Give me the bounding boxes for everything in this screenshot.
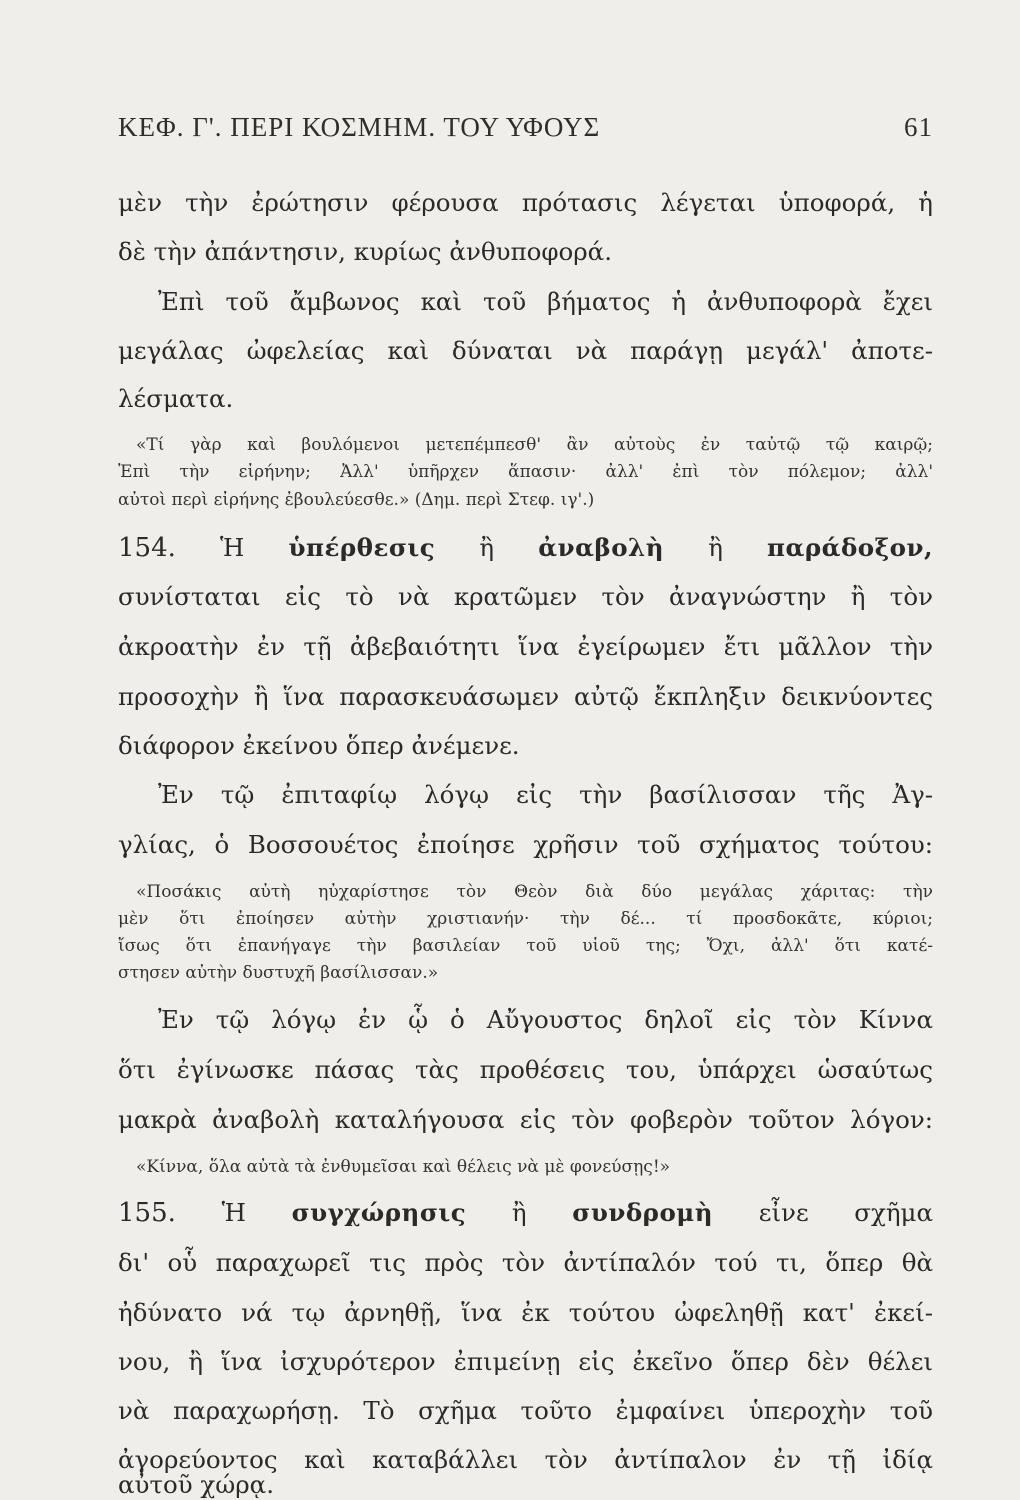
text-line: μακρὰ ἀναβολὴ καταλήγουσα εἰς τὸν φοβερὸν τοῦτον λόγον: (118, 1105, 933, 1134)
quote-line: Ἐπὶ τὴν εἰρήνην; Ἀλλ' ὑπῆρχεν ἅπασιν· ἀλλ' ἐπὶ τὸν πόλεμον; ἀλλ' (118, 462, 933, 482)
section-number: 154. (118, 533, 176, 563)
quote-line: μὲν ὅτι ἐποίησεν αὐτὴν χριστιανήν· τὴν δέ... τί προσδοκᾶτε, κύριοι; (118, 909, 933, 929)
section-155-heading (118, 1193, 933, 1235)
text-line: δι' οὗ παραχωρεῖ τις πρὸς τὸν ἀντίπαλόν τού τι, ὅπερ θὰ (118, 1248, 933, 1277)
page-number: 61 (904, 112, 933, 142)
text-line: ἀγορεύοντος καὶ καταβάλλει τὸν ἀντίπαλον ἐν τῇ ἰδίᾳ (118, 1445, 933, 1474)
quote-line: «Κίννα, ὅλα αὐτὰ τὰ ἐνθυμεῖσαι καὶ θέλεις νὰ μὲ φονεύσῃς!» (136, 1157, 671, 1177)
text-line: ὅτι ἐγίνωσκε πάσας τὰς προθέσεις του, ὑπάρχει ὡσαύτως (118, 1055, 933, 1084)
article: Ἡ (220, 533, 245, 562)
term-paradoxon: παράδοξον, (767, 533, 933, 562)
section-number: 155. (118, 1198, 176, 1228)
quote-line: «Ποσάκις αὐτὴ ηὐχαρίστησε τὸν Θεὸν διὰ δύο μεγάλας χάριτας: τὴν (136, 882, 933, 902)
text-line: Ἐν τῷ ἐπιταφίῳ λόγῳ εἰς τὴν βασίλισσαν τῆς Ἀγ- (158, 780, 933, 809)
section-154-heading (118, 528, 933, 570)
conjunction: ἢ (708, 533, 723, 562)
quote-line: «Τί γὰρ καὶ βουλόμενοι μετεπέμπεσθ' ἂν αὐτοὺς ἐν ταὐτῷ τῷ καιρῷ; (136, 435, 933, 455)
text-line: νου, ἢ ἵνα ἰσχυρότερον ἐπιμείνῃ εἰς ἐκεῖνο ὅπερ δὲν θέλει (118, 1347, 933, 1376)
text-line: νὰ παραχωρήσῃ. Τὸ σχῆμα τοῦτο ἐμφαίνει ὑπεροχὴν τοῦ (118, 1396, 933, 1425)
quote-line: ἴσως ὅτι ἐπανήγαγε τὴν βασιλείαν τοῦ υἱοῦ της; Ὄχι, ἀλλ' ὅτι κατέ- (118, 936, 933, 956)
term-syndromi: συνδρομὴ (572, 1198, 714, 1227)
conjunction: ἢ (511, 1198, 527, 1227)
text-line: ἀκροατὴν ἐν τῇ ἀβεβαιότητι ἵνα ἐγείρωμεν ἔτι μᾶλλον τὴν (118, 632, 933, 661)
term-hyperthesis: ὑπέρθεσις (288, 533, 436, 562)
text-span: εἶνε σχῆμα (758, 1198, 933, 1227)
term-anavoli: ἀναβολὴ (538, 533, 665, 562)
text-line: μὲν τὴν ἐρώτησιν φέρουσα πρότασις λέγεται ὑποφορά, ἡ (118, 188, 933, 217)
text-line: λέσματα. (118, 384, 234, 413)
text-line: γλίας, ὁ Βοσσουέτος ἐποίησε χρῆσιν τοῦ σχήματος τούτου: (118, 830, 933, 859)
text-line: συνίσταται εἰς τὸ νὰ κρατῶμεν τὸν ἀναγνώστην ἢ τὸν (118, 582, 933, 611)
text-line: ἠδύνατο νά τῳ ἀρνηθῇ, ἵνα ἐκ τούτου ὠφεληθῇ κατ' ἐκεί- (118, 1298, 933, 1327)
conjunction: ἢ (479, 533, 495, 562)
text-line: μεγάλας ὠφελείας καὶ δύναται νὰ παράγῃ μεγάλ' ἀποτε- (118, 336, 933, 365)
article: Ἡ (221, 1198, 246, 1227)
quote-line: αὐτοὶ περὶ εἰρήνης ἐβουλεύεσθε.» (Δημ. περὶ Στεφ. ιγ'.) (118, 490, 595, 510)
text-line: αὐτοῦ χώρᾳ. (118, 1470, 274, 1499)
text-line: διάφορον ἐκείνου ὅπερ ἀνέμενε. (118, 731, 520, 760)
text-line: Ἐν τῷ λόγῳ ἐν ᾧ ὁ Αὔγουστος δηλοῖ εἰς τὸν Κίννα (158, 1005, 933, 1034)
text-line: Ἐπὶ τοῦ ἄμβωνος καὶ τοῦ βήματος ἡ ἀνθυποφορὰ ἔχει (158, 287, 933, 316)
running-header (118, 112, 933, 152)
quote-line: στησεν αὐτὴν δυστυχῆ βασίλισσαν.» (118, 963, 439, 983)
text-line: δὲ τὴν ἀπάντησιν, κυρίως ἀνθυποφορά. (118, 237, 612, 266)
text-line: προσοχὴν ἢ ἵνα παρασκευάσωμεν αὐτῷ ἔκπληξιν δεικνύοντες (118, 682, 933, 711)
term-synchorisis: συγχώρησις (291, 1198, 467, 1227)
chapter-title: ΚΕΦ. Γ'. ΠΕΡΙ ΚΟΣΜΗΜ. ΤΟΥ ΥΦΟΥΣ (118, 112, 601, 142)
